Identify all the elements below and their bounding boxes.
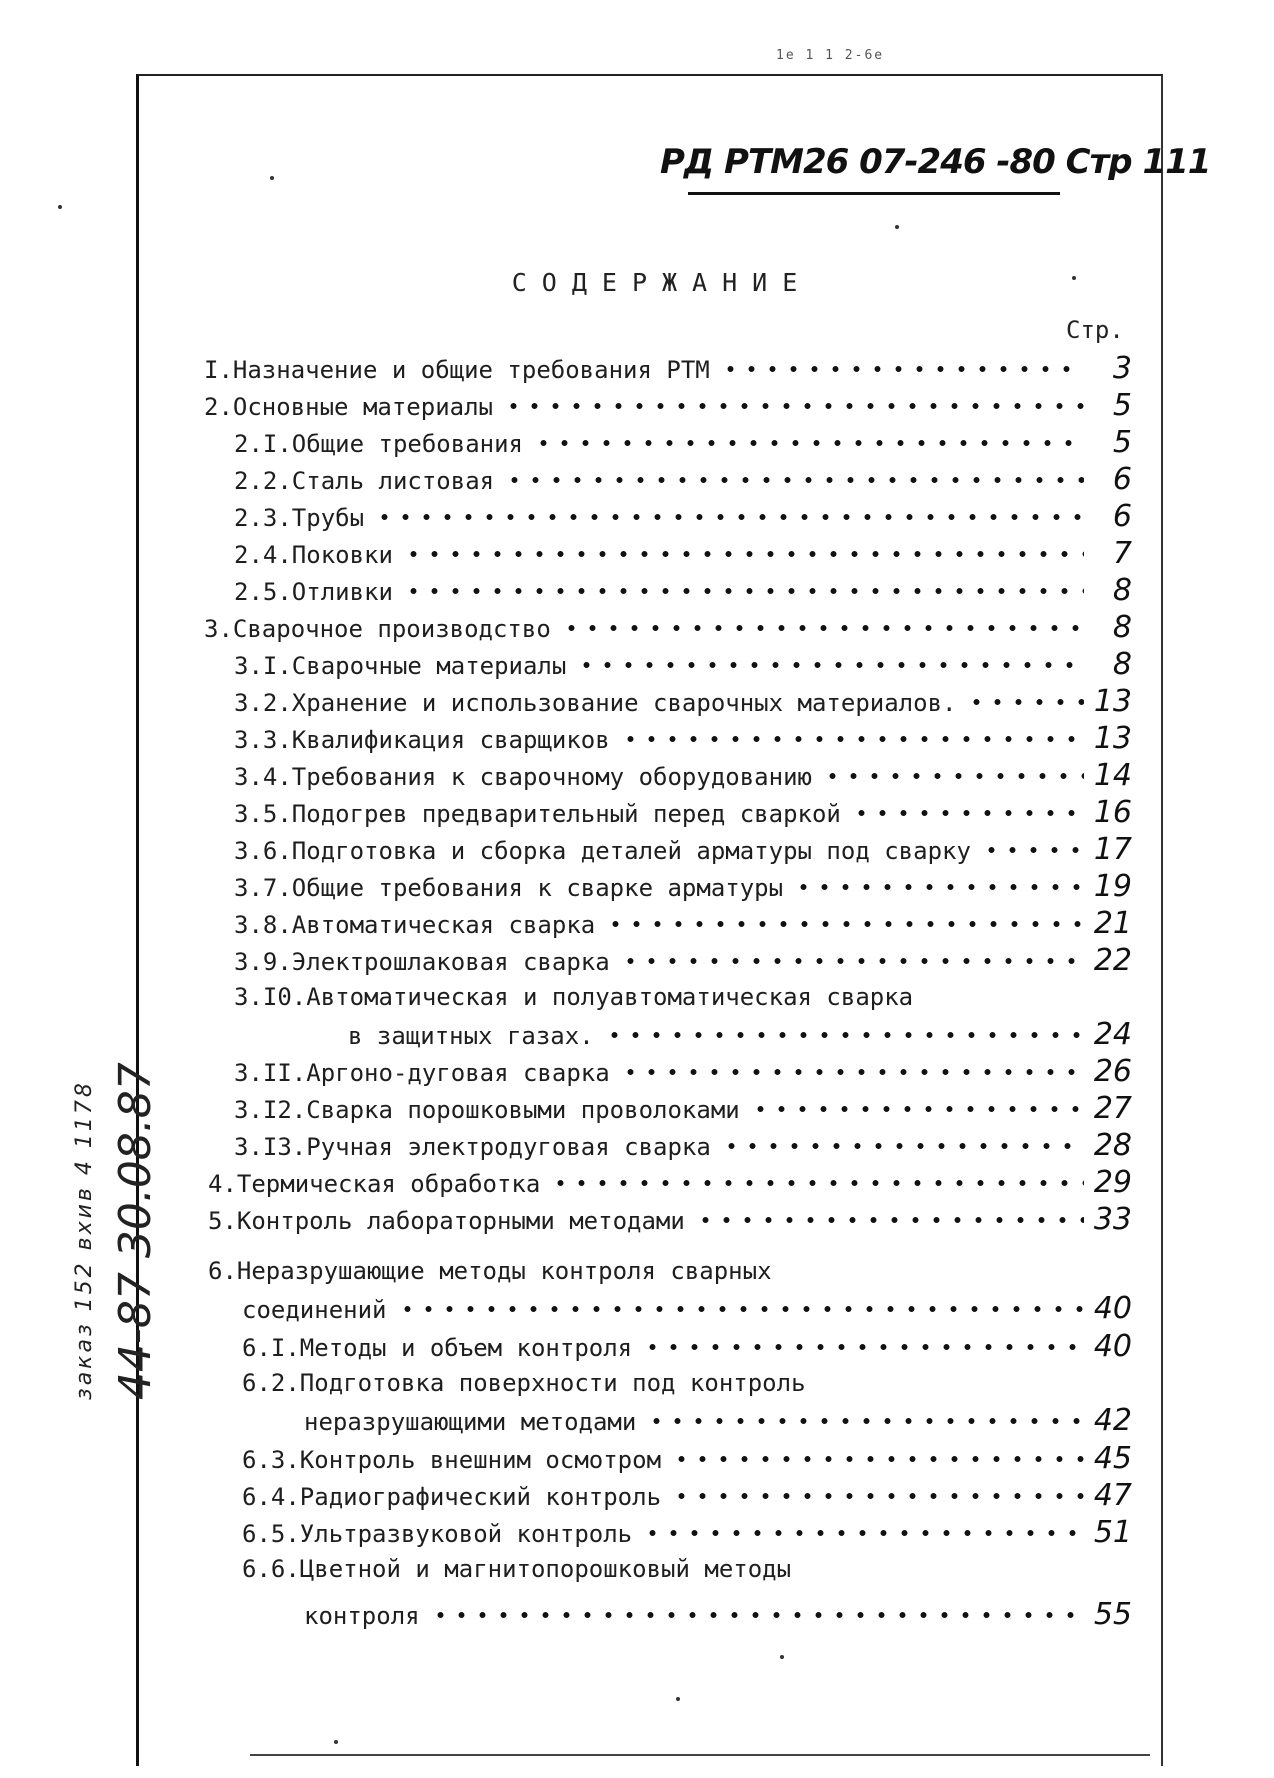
scan-speck [780,1655,784,1659]
toc-entry [208,1253,1132,1290]
toc-entry-page: 27 [1093,1091,1132,1126]
toc-leader-dots [750,1105,1084,1113]
toc-entry-label: 2.4.Поковки [234,541,393,569]
toc-entry [242,1365,1132,1402]
toc-leader-dots [620,735,1084,743]
toc-leader-dots [503,402,1084,410]
toc-entry [234,1127,1132,1164]
toc-entry-label: неразрушающими методами [304,1408,637,1436]
toc-entry [242,1477,1132,1514]
toc-entry [234,794,1132,831]
toc-entry-label: 6.5.Ультразвуковой контроль [242,1520,633,1548]
toc-entry-page: 14 [1093,758,1132,793]
toc-entry-label: 3.3.Квалификация сварщиков [234,726,610,754]
toc-leader-dots [646,1417,1083,1425]
toc-entry [234,831,1132,868]
toc-entry-label: 3.I.Сварочные материалы [234,652,567,680]
toc-entry-label: 6.2.Подготовка поверхности под контроль [242,1369,806,1397]
toc-entry-label: 3.6.Подготовка и сборка деталей арматуры под сварку [234,837,971,865]
toc-entry [242,1514,1132,1551]
toc-leader-dots [403,550,1084,558]
toc-leader-dots [966,698,1083,706]
toc-leader-dots [576,661,1084,669]
toc-entry-label: 3.9.Электрошлаковая сварка [234,948,610,976]
toc-leader-dots [620,1068,1084,1076]
toc-entry-label: 3.Сварочное производство [204,615,551,643]
document-code: РД РТМ26 07-246 -80 Стр 111 [660,142,1211,182]
toc-entry-label: 6.Неразрушающие методы контроля сварных [208,1257,772,1285]
toc-entry [204,350,1132,387]
toc-entry-label: 2.3.Трубы [234,504,365,532]
toc-entry [234,683,1132,720]
toc-entry [234,1053,1132,1090]
toc-entry-label: 6.4.Радиографический контроль [242,1483,662,1511]
toc-entry-page: 22 [1093,943,1132,978]
scan-speck [1072,276,1076,280]
toc-entry-page: 6 [1112,499,1132,534]
toc-entry-page: 40 [1093,1329,1132,1364]
toc-entry-label: 3.II.Аргоно-дуговая сварка [234,1059,610,1087]
toc-entry [234,461,1132,498]
toc-entry-page: 24 [1093,1017,1132,1052]
toc-entry-page: 26 [1093,1054,1132,1089]
toc-entry-label: 6.3.Контроль внешним осмотром [242,1446,662,1474]
toc-entry [242,1551,1132,1588]
toc-entry-page: 3 [1112,351,1132,386]
toc-leader-dots [671,1455,1084,1463]
toc-entry-label: 3.8.Автоматическая сварка [234,911,596,939]
toc-entry-label: 2.2.Сталь листовая [234,467,495,495]
margin-handwritten-note [72,1062,192,1400]
toc-leader-dots [550,1179,1083,1187]
scan-speck [334,1740,338,1744]
toc-leader-dots [671,1492,1084,1500]
toc-entry-page: 8 [1112,610,1132,645]
toc-entry-page: 47 [1093,1478,1132,1513]
scan-speck [58,205,62,209]
margin-note-date: 44-87 30.08.87 [110,1062,161,1400]
toc-entry-label: 3.I0.Автоматическая и полуавтоматическая сварка [234,983,914,1011]
toc-entry-label: 3.5.Подогрев предварительный перед сваркой [234,800,841,828]
toc-entry [242,1290,1132,1327]
toc-leader-dots [504,476,1084,484]
toc-entry [234,535,1132,572]
toc-entry [208,1201,1132,1238]
toc-leader-dots [642,1529,1084,1537]
toc-entry-page: 16 [1093,795,1132,830]
toc-entry-page: 5 [1112,388,1132,423]
toc-entry [234,979,1132,1016]
toc-entry-page: 13 [1093,684,1132,719]
toc-entry [234,905,1132,942]
scan-speck [676,1697,680,1701]
toc-entry-label: 5.Контроль лабораторными методами [208,1207,685,1235]
toc-entry-label: соединений [242,1296,387,1324]
toc-entry-label: 6.I.Методы и объем контроля [242,1334,633,1362]
toc-entry-label: 3.2.Хранение и использование сварочных материалов. [234,689,957,717]
toc-leader-dots [642,1343,1084,1351]
toc-leader-dots [604,1031,1084,1039]
toc-entry-page: 21 [1093,906,1132,941]
toc-entry [234,498,1132,535]
toc-leader-dots [533,439,1084,447]
toc-entry [234,572,1132,609]
toc-entry [304,1596,1132,1633]
toc-leader-dots [851,809,1084,817]
toc-entry-label: контроля [304,1602,420,1630]
toc-entry-page: 29 [1093,1165,1132,1200]
toc-leader-dots [822,772,1084,780]
toc-leader-dots [430,1611,1084,1619]
toc-entry [234,942,1132,979]
toc-entry-page: 13 [1093,721,1132,756]
toc-entry [234,646,1132,683]
page-title: СОДЕРЖАНИЕ [511,268,813,297]
toc-entry [234,720,1132,757]
toc-entry-page: 45 [1093,1441,1132,1476]
toc-entry-page: 51 [1093,1515,1132,1550]
toc-entry [242,1440,1132,1477]
toc-entry-page: 40 [1093,1291,1132,1326]
toc-entry-page: 28 [1093,1128,1132,1163]
toc-entry-label: 3.I2.Сварка порошковыми проволоками [234,1096,740,1124]
toc-leader-dots [720,365,1084,373]
toc-entry-label: 3.I3.Ручная электродуговая сварка [234,1133,711,1161]
margin-note-order-number: заказ 152 вхив 4 1178 [72,1080,97,1400]
top-stamp: 1е 1 1 2-6е [776,48,885,63]
toc-entry-page: 5 [1112,425,1132,460]
toc-entry-page: 33 [1093,1202,1132,1237]
toc-entry [234,424,1132,461]
toc-entry-label: 2.Основные материалы [204,393,493,421]
toc-entry-page: 42 [1093,1403,1132,1438]
scan-speck [270,176,274,180]
toc-leader-dots [605,920,1084,928]
toc-leader-dots [793,883,1084,891]
toc-leader-dots [561,624,1084,632]
toc-entry-label: 6.6.Цветной и магнитопорошковый методы [242,1555,792,1583]
toc-entry [234,757,1132,794]
toc-entry [204,609,1132,646]
toc-entry-label: 3.7.Общие требования к сварке арматуры [234,874,784,902]
toc-entry [234,868,1132,905]
toc-entry [204,387,1132,424]
toc-leader-dots [403,587,1084,595]
toc-entry-page: 55 [1093,1597,1132,1632]
toc-entry-page: 7 [1112,536,1132,571]
toc-entry-page: 6 [1112,462,1132,497]
toc-entry-page: 8 [1112,647,1132,682]
page-column-header: Стр. [1066,316,1124,344]
toc-entry [208,1164,1132,1201]
toc-entry-label: I.Назначение и общие требования РТМ [204,356,710,384]
toc-entry-label: 4.Термическая обработка [208,1170,541,1198]
toc-leader-dots [695,1216,1084,1224]
toc-leader-dots [620,957,1084,965]
scan-speck [895,225,899,229]
toc-entry [234,1090,1132,1127]
toc-leader-dots [397,1305,1084,1313]
toc-entry-label: в защитных газах. [348,1022,594,1050]
toc-entry-label: 2.I.Общие требования [234,430,523,458]
toc-entry-page: 17 [1093,832,1132,867]
toc-entry-label: 2.5.Отливки [234,578,393,606]
toc-entry [242,1328,1132,1365]
toc-entry-page: 19 [1093,869,1132,904]
toc-entry [348,1016,1132,1053]
toc-entry-label: 3.4.Требования к сварочному оборудованию [234,763,812,791]
toc-leader-dots [981,846,1084,854]
toc-entry-page: 8 [1112,573,1132,608]
toc-leader-dots [721,1142,1084,1150]
toc-leader-dots [374,513,1084,521]
toc-entry [304,1402,1132,1439]
